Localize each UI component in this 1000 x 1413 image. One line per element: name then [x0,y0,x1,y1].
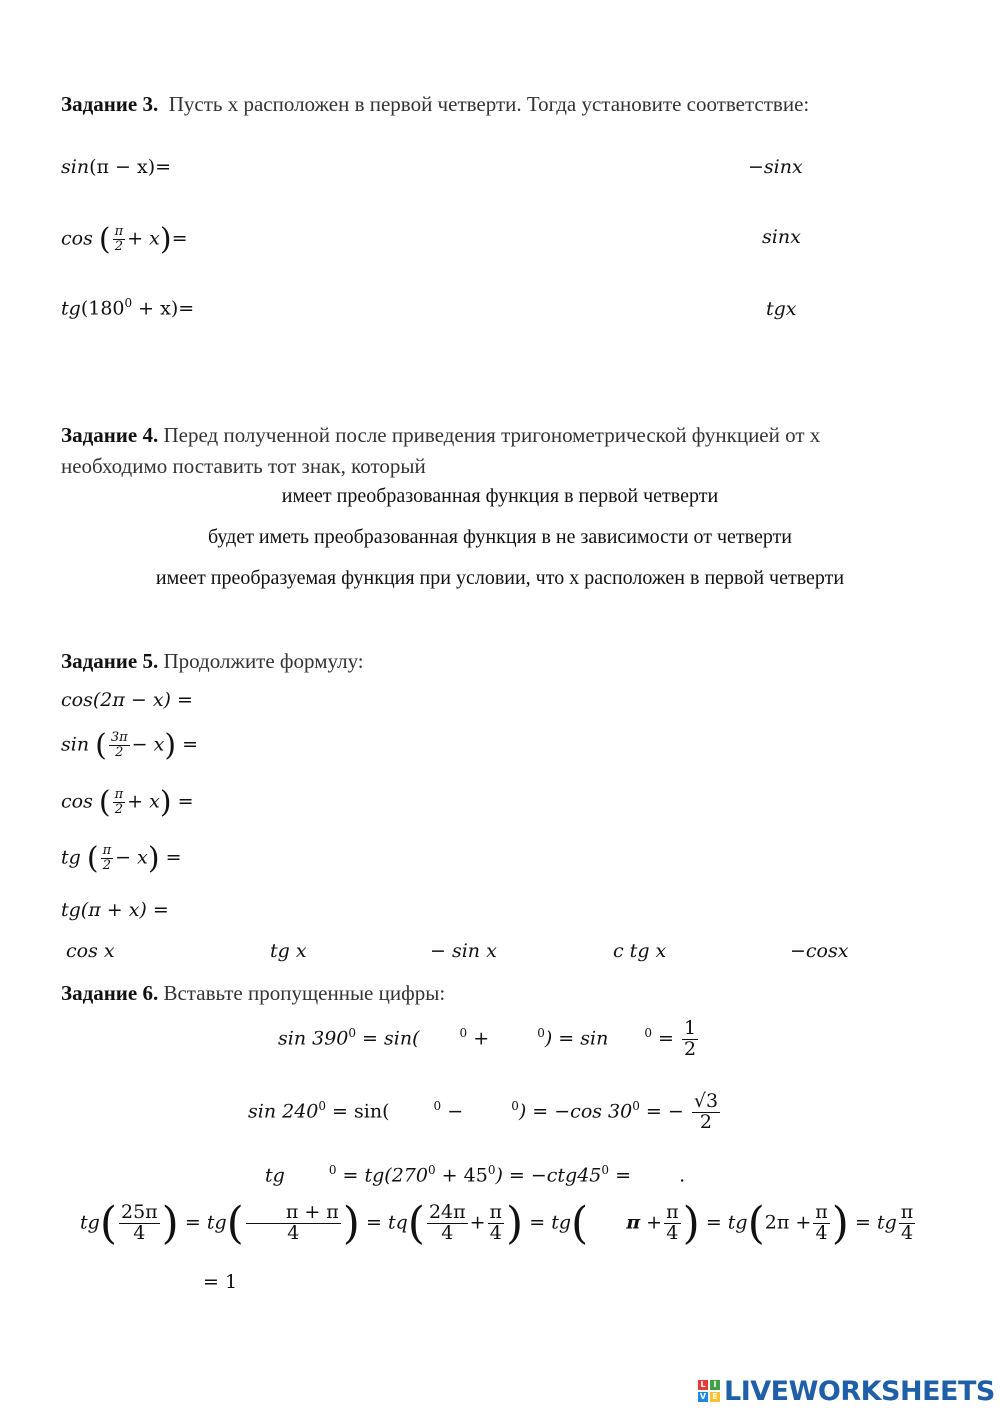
task3-left-2[interactable]: cos ( $\frac{\pi}{2}$ + x)= [61,222,188,257]
logo-text: LIVEWORKSHEETS [724,1375,995,1407]
task4-option-2[interactable]: будет иметь преобразованная функция в не зависимости от четверти [207,526,793,548]
task5-formula-5[interactable]: tg(π + x) = [61,899,169,921]
task5-formula-3[interactable]: cos ( $\frac{\pi}{2}$ + x) = [61,785,194,820]
task6-line [61,981,445,1006]
task5-heading: Задание 5. [61,649,159,673]
fraction: $\frac{\pi}{2}$ [102,843,112,873]
fraction: $\frac{\pi}{2}$ [114,224,124,254]
fraction: $\frac{\pi}{4}$ [666,1201,679,1244]
task5-answer-2[interactable]: tg x [270,940,307,962]
fraction: $\frac{√3}{2}$ [693,1090,719,1133]
task6-equation-2: $\sin 240^0 = \sin$( $^0$ − $^0$) = −cos $30^0$ = − $\frac{√3}{2}$ [248,1090,719,1133]
task3-heading: Задание 3. [61,92,159,116]
task5-answer-1[interactable]: cos x [66,940,115,962]
task5-text: Продолжите формулу: [163,649,364,673]
task4-text-1: Перед полученной после приведения тригонометрической функцией от x [163,423,821,447]
task5-formula-1[interactable]: cos(2π − x) = [61,689,193,711]
fraction: $\frac{\pi}{4}$ [489,1201,503,1244]
task6-result: = 1 [203,1271,238,1293]
task5-formula-2[interactable]: sin ( $\frac{3\pi}{2}$ − x) = [61,728,199,763]
task4-option-1[interactable]: имеет преобразованная функция в первой четверти [281,485,719,507]
task6-equation-1: $\sin 390^0 = \sin$( $^0$ + $^0$) = sin $^0$ = $\frac{1}{2}$ [278,1017,697,1060]
task3-left-1[interactable]: sin(π − x)= [61,156,172,178]
fraction: $\frac{\pi}{2}$ [114,787,124,817]
task6-equation-3: tg $^0 = tg(270^0 + 45^0) = -ctg45^0$ = . [265,1163,686,1187]
paren-close: ) [159,222,172,257]
liveworksheets-logo [698,1376,995,1406]
task3-right-1[interactable]: −sinx [748,156,803,178]
fraction: $\frac{\pi}{4}$ [815,1201,828,1244]
task4-line1 [61,423,820,448]
task4-option-3[interactable]: имеет преобразуемая функция при условии, что x расположен в первой четверти [155,567,845,589]
task6-text: Вставьте пропущенные цифры: [163,981,446,1005]
task3-left-3[interactable]: $tg(180^0 + x)=$ [61,296,195,320]
fraction: $\frac{24\pi}{4}$ [428,1201,466,1244]
task6-equation-4: tg( $\frac{25\pi}{4}$ ) = tg( $\frac{\pi + \pi}{4}$ ) = tq( $\frac{24\pi}{4}$ + $\frac{\pi}{4}$ ) = tg( π + $\frac{\pi}{4}$ ) = tg(2π + $\frac{\pi}{4}$ ) = tg $\frac{\pi}{4}$ [80,1198,914,1249]
task3-line [61,92,809,117]
logo-mark-icon: L I V E [698,1380,720,1402]
task5-formula-4[interactable]: tg ( $\frac{\pi}{2}$ − x) = [61,841,182,876]
task5-answer-4[interactable]: c tg x [613,940,667,962]
fraction: $\frac{3\pi}{2}$ [110,730,128,760]
task5-line [61,649,364,674]
task6-heading: Задание 6. [61,981,159,1005]
task3-text: Пусть x расположен в первой четверти. Тогда установите соответствие: [168,92,810,116]
task3-right-3[interactable]: tgx [766,298,797,320]
fraction: $\frac{25\pi}{4}$ [120,1201,158,1244]
task5-answer-3[interactable]: − sin x [430,940,497,962]
fraction: $\frac{1}{2}$ [684,1017,697,1060]
paren-open: ( [98,222,111,257]
task5-answer-5[interactable]: −cosx [790,940,849,962]
task3-right-2[interactable]: sinx [762,226,801,248]
task4-heading: Задание 4. [61,423,159,447]
task4-text-2: необходимо поставить тот знак, который [61,454,426,478]
fraction: $\frac{\pi + \pi}{4}$ [246,1203,341,1244]
fraction: $\frac{\pi}{4}$ [900,1201,914,1244]
